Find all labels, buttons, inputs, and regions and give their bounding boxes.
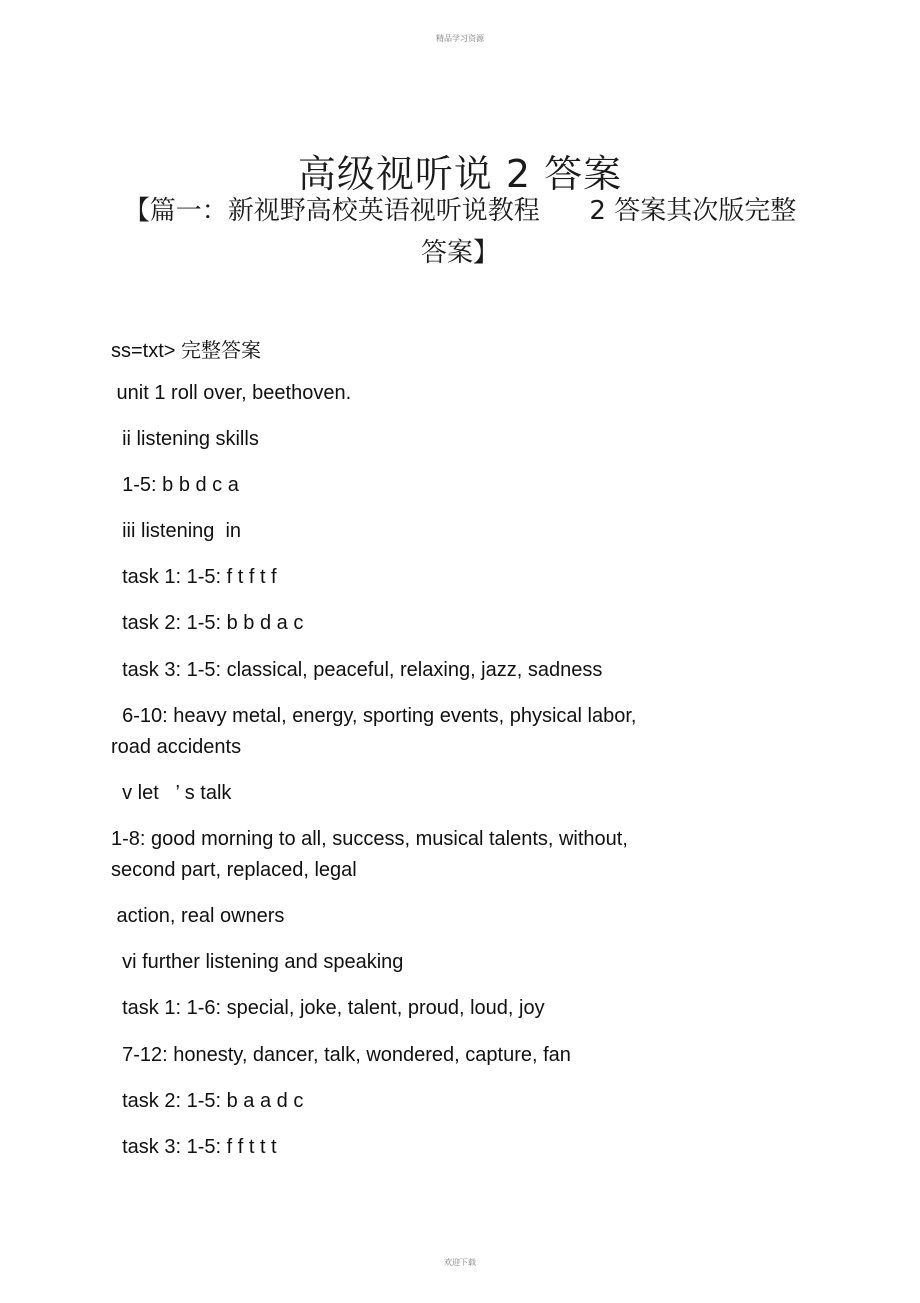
body-line: task 1: 1-5: f t f t f: [111, 566, 277, 588]
body-line: ii listening skills: [111, 428, 259, 450]
body-line: task 1: 1-6: special, joke, talent, proud, loud, joy: [111, 997, 545, 1019]
document-title: 高级视听说 2 答案: [297, 152, 623, 197]
body-line: task 2: 1-5: b b d a c: [111, 612, 304, 634]
body-line: ss=txt> 完整答案: [111, 340, 262, 362]
page-header: 精品学习资源: [436, 34, 484, 43]
body-line: task 3: 1-5: f f t t t: [111, 1136, 277, 1158]
body-line: v let ’ s talk: [111, 782, 232, 804]
body-line: 7-12: honesty, dancer, talk, wondered, capture, fan: [111, 1044, 571, 1066]
body-line: 1-5: b b d c a: [111, 474, 239, 496]
page-footer: 欢迎下载: [444, 1258, 476, 1267]
body-line: unit 1 roll over, beethoven.: [111, 382, 352, 404]
body-line: 6-10: heavy metal, energy, sporting events, physical labor,: [111, 705, 637, 727]
document-subtitle: [110, 190, 810, 274]
body-line: task 2: 1-5: b a a d c: [111, 1090, 304, 1112]
subtitle-line-1: 【篇一：新视野高校英语视听说教程 2 答案其次版完整: [123, 196, 797, 226]
body-line: action, real owners: [111, 905, 285, 927]
body-line: road accidents: [111, 736, 242, 758]
body-line: 1-8: good morning to all, success, musical talents, without,: [111, 828, 628, 850]
subtitle-line-2: 答案】: [420, 238, 499, 268]
body-line: vi further listening and speaking: [111, 951, 404, 973]
body-line: iii listening in: [111, 520, 242, 542]
body-line: second part, replaced, legal: [111, 859, 357, 881]
body-line: task 3: 1-5: classical, peaceful, relaxing, jazz, sadness: [111, 659, 603, 681]
